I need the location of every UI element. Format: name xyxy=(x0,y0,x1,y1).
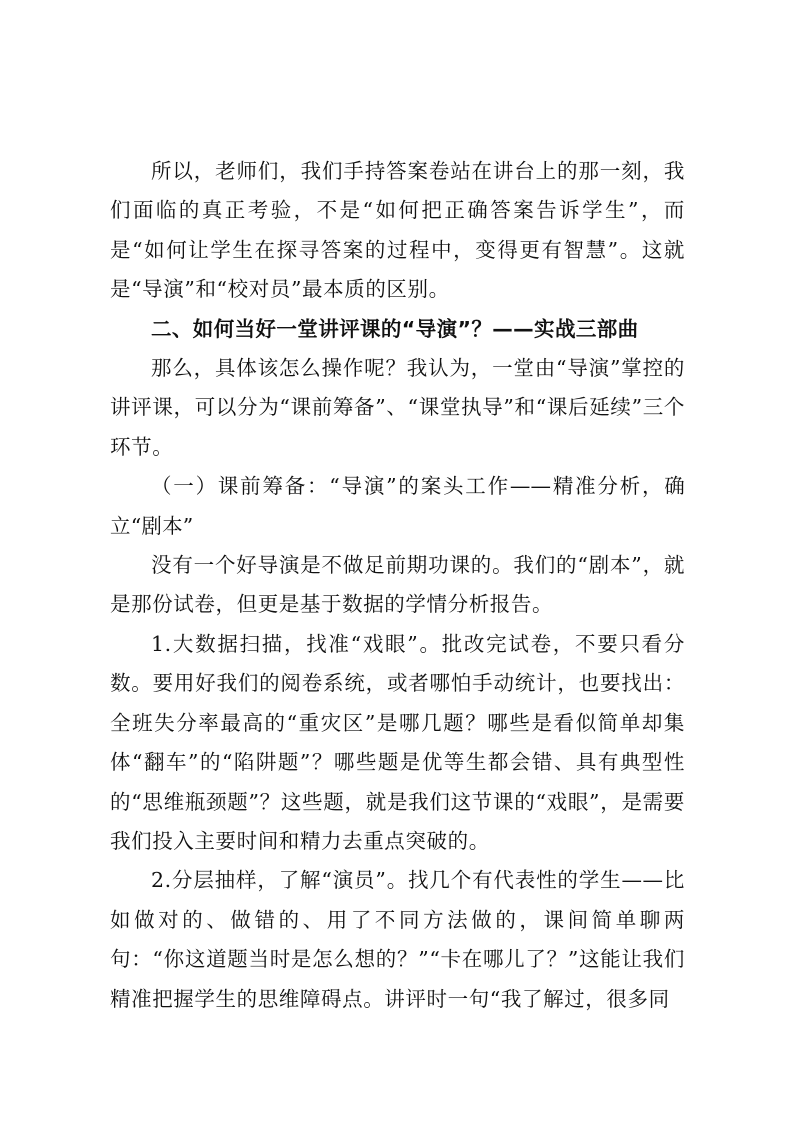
paragraph-intro-conclusion: 所以，老师们，我们手持答案卷站在讲台上的那一刻，我们面临的真正考验，不是“如何把正确答案告诉学生”，而是“如何让学生在探寻答案的过程中，变得更有智慧”。这就是“导演”和“校对员”最本质的区别。 xyxy=(110,159,685,302)
document-body xyxy=(110,152,685,1019)
paragraph-point-one: 1.大数据扫描，找准“戏眼”。批改完试卷，不要只看分数。要用好我们的阅卷系统，或者哪怕手动统计，也要找出：全班失分率最高的“重灾区”是哪几题？哪些是看似简单却集体“翻车”的“陷阱题”？哪些题是优等生都会错、具有典型性的“思维瓶颈题”？这些题，就是我们这节课的“戏眼”，是需要我们投入主要时间和精力去重点突破的。 xyxy=(110,631,685,853)
section-heading-two: 二、如何当好一堂讲评课的“导演”？——实战三部曲 xyxy=(151,316,639,341)
paragraph-three-steps: 那么，具体该怎么操作呢？我认为，一堂由“导演”掌控的讲评课，可以分为“课前筹备”、“课堂执导”和“课后延续”三个环节。 xyxy=(110,356,685,459)
paragraph-script: 没有一个好导演是不做足前期功课的。我们的“剧本”，就是那份试卷，但更是基于数据的学情分析报告。 xyxy=(110,553,685,617)
subsection-heading-preparation: （一）课前筹备：“导演”的案头工作——精准分析，确立“剧本” xyxy=(110,474,685,538)
paragraph-point-two: 2.分层抽样，了解“演员”。找几个有代表性的学生——比如做对的、做错的、用了不同方法做的，课间简单聊两句：“你这道题当时是怎么想的？”“卡在哪儿了？”这能让我们精准把握学生的思维障碍点。讲评时一句“我了解过，很多同 xyxy=(110,868,685,1011)
